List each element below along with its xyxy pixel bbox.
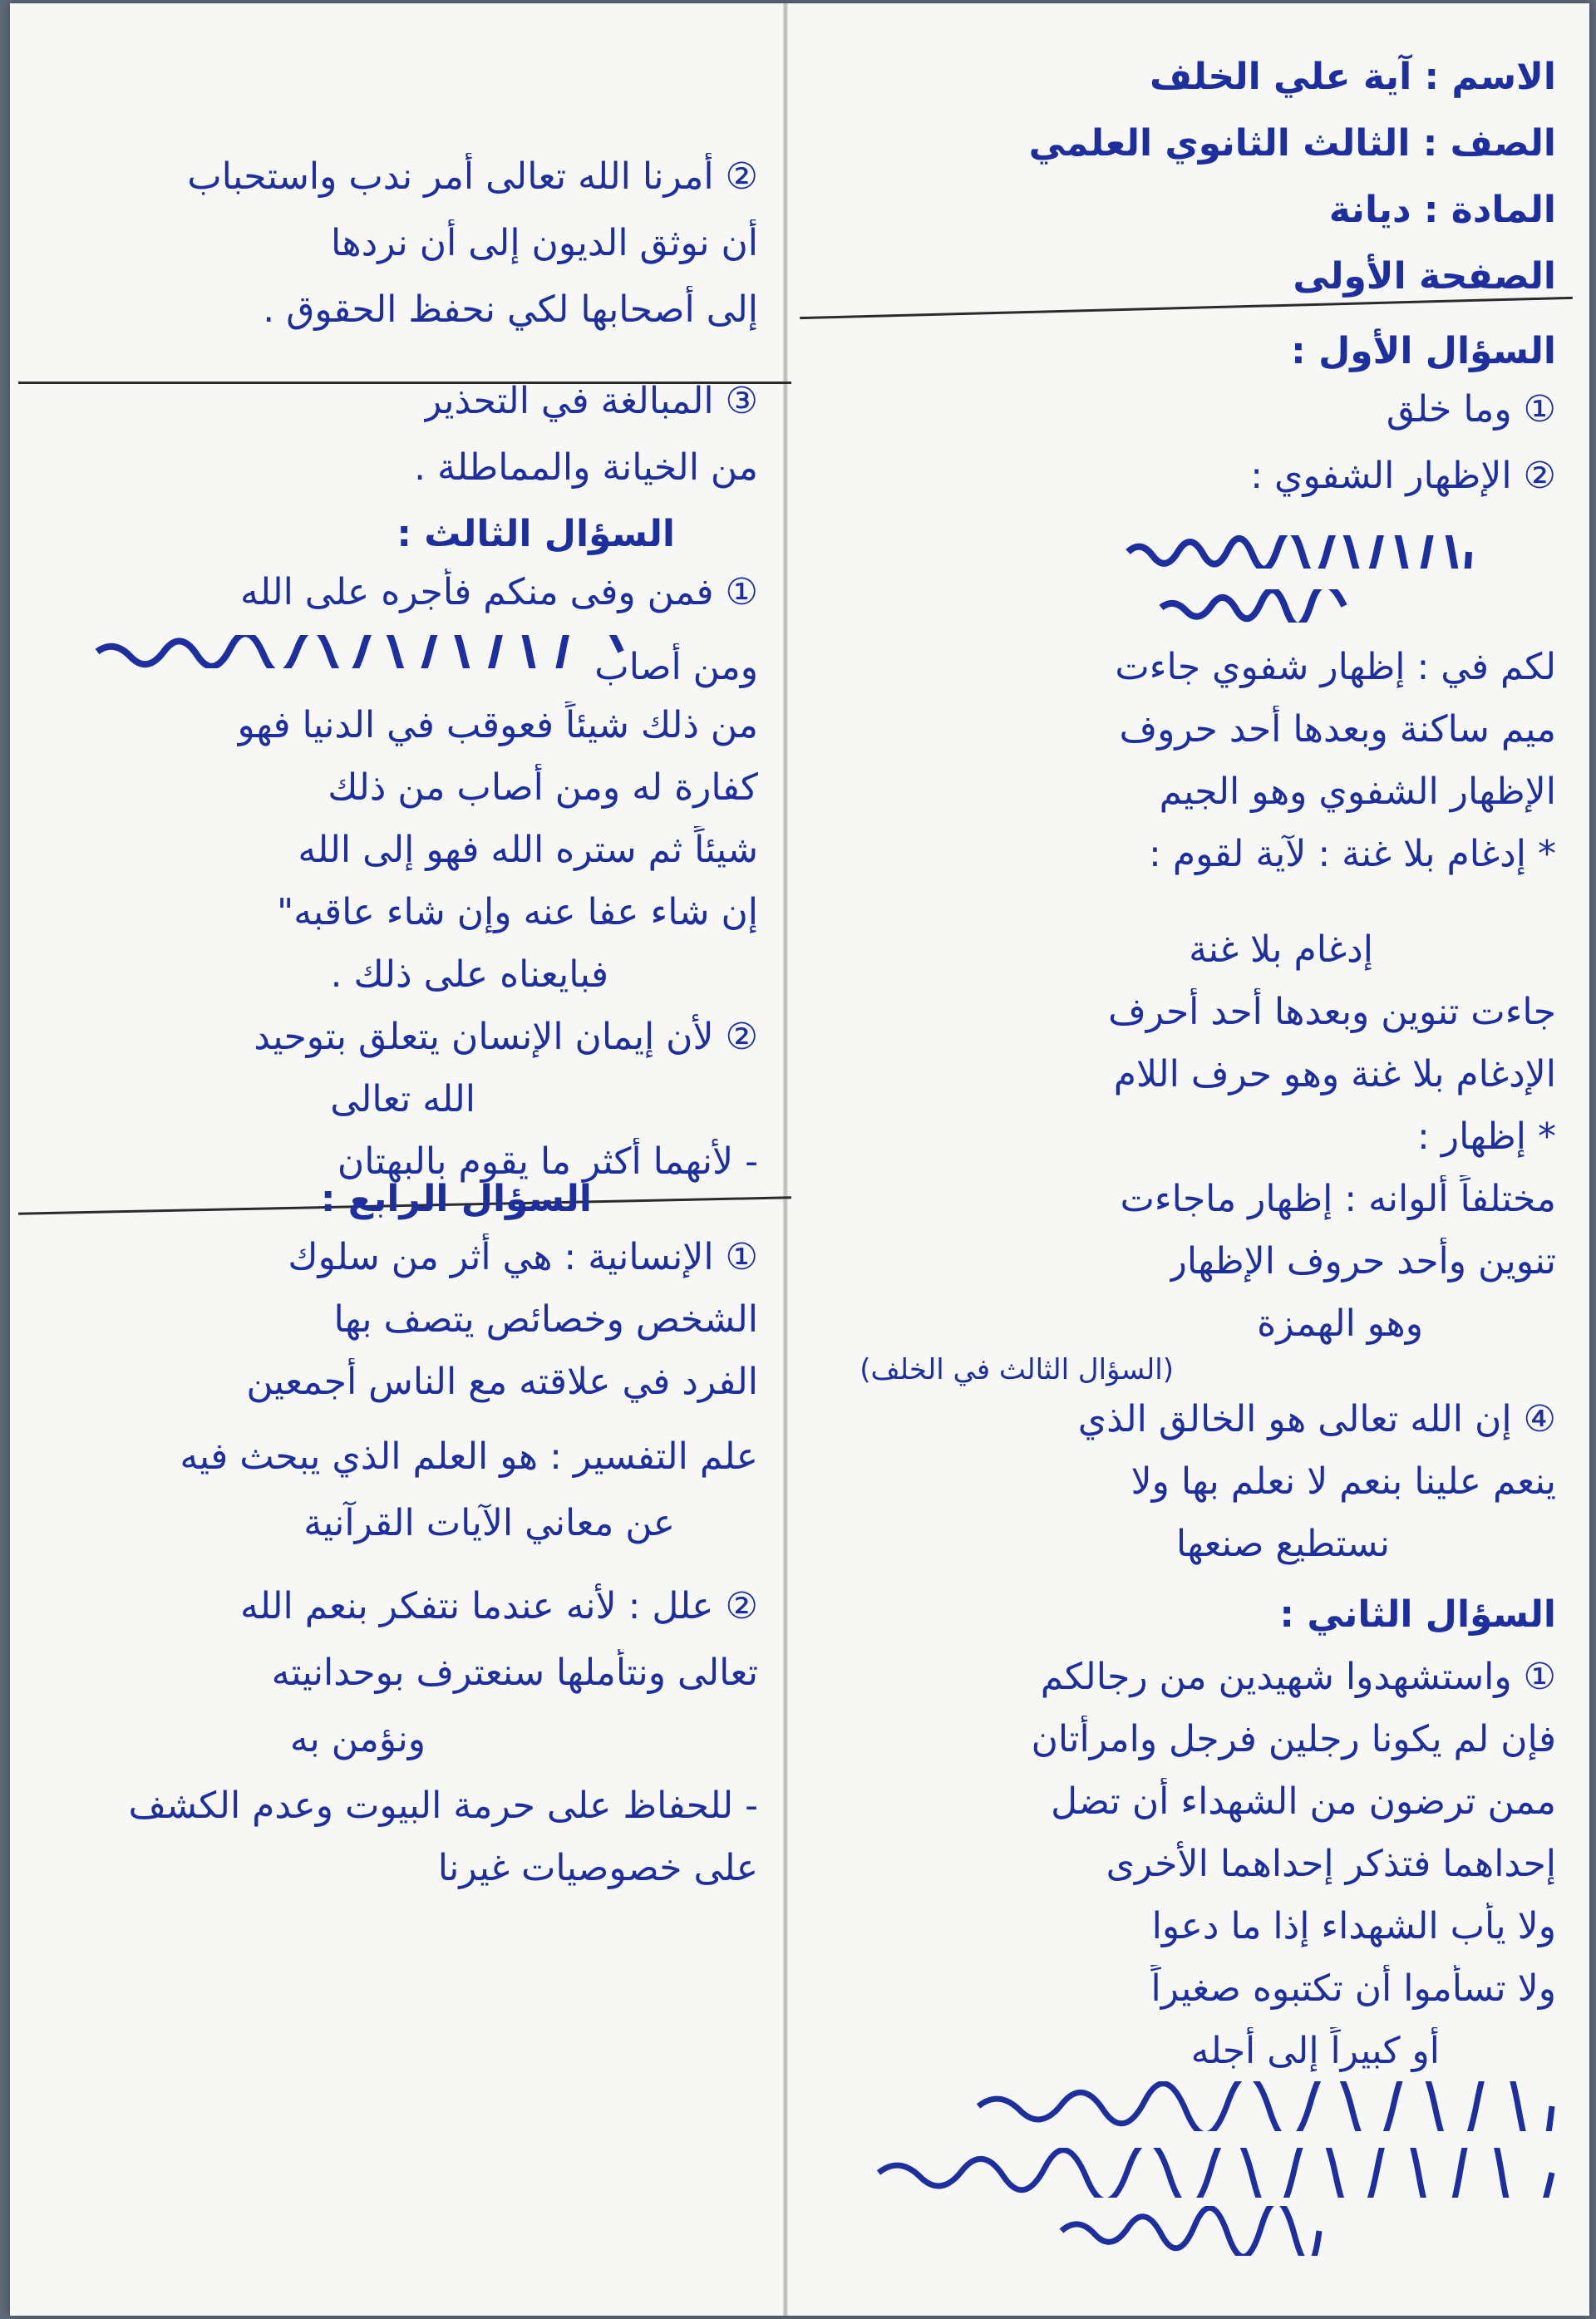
answer-line: تنوين وأحد حروف الإظهار xyxy=(1169,1240,1556,1283)
answer-line: على خصوصيات غيرنا xyxy=(437,1847,758,1889)
verse-line: ممن ترضون من الشهداء أن تضل xyxy=(1051,1780,1556,1823)
note-see-back: (السؤال الثالث في الخلف) xyxy=(860,1353,1174,1386)
verse-line: فإن لم يكونا رجلين فرجل وامرأتان xyxy=(1031,1718,1556,1760)
question-1-heading: السؤال الأول : xyxy=(1291,330,1556,372)
crossed-out-scribble xyxy=(974,2081,1556,2131)
page-fold xyxy=(783,3,788,2316)
answer-line: إلى أصحابها لكي نحفظ الحقوق . xyxy=(263,288,758,331)
hadith-line: من ذلك شيئاً فعوقب في الدنيا فهو xyxy=(237,704,758,746)
student-class: الصف : الثالث الثانوي العلمي xyxy=(1028,122,1556,165)
answer-line: الله تعالى xyxy=(330,1078,475,1120)
answer-line: ② أمرنا الله تعالى أمر ندب واستحباب xyxy=(187,155,758,198)
answer-line: ونؤمن به xyxy=(289,1718,426,1760)
answer-line: تعالى ونتأملها سنعترف بوحدانيته xyxy=(271,1652,758,1694)
answer-line: ② الإظهار الشفوي : xyxy=(1250,455,1556,497)
hadith-line: فبايعناه على ذلك . xyxy=(330,953,608,996)
answer-line: لكم في : إظهار شفوي جاءت xyxy=(1115,646,1556,688)
crossed-out-scribble xyxy=(1124,535,1473,569)
crossed-out-scribble xyxy=(1157,589,1348,623)
page-label: الصفحة الأولى xyxy=(1293,255,1556,298)
answer-line: جاءت تنوين وبعدها أحد أحرف xyxy=(1108,991,1556,1033)
question-4-heading: السؤال الرابع : xyxy=(320,1178,592,1220)
answer-line: الإظهار الشفوي وهو الجيم xyxy=(1159,771,1556,813)
answer-line: ميم ساكنة وبعدها أحد حروف xyxy=(1119,708,1556,751)
hadith-line: ① فمن وفى منكم فأجره على الله xyxy=(240,571,758,613)
answer-line: أن نوثق الديون إلى أن نردها xyxy=(331,222,758,264)
right-column xyxy=(800,3,1573,2316)
answer-line: * إدغام بلا غنة : لآية لقوم : xyxy=(1149,833,1556,875)
hadith-line: إن شاء عفا عنه وإن شاء عاقبه" xyxy=(276,891,758,933)
verse-line: ① واستشهدوا شهيدين من رجالكم xyxy=(1040,1656,1556,1698)
hadith-line: شيئاً ثم ستره الله فهو إلى الله xyxy=(298,829,758,871)
answer-line: ④ إن الله تعالى هو الخالق الذي xyxy=(1077,1398,1556,1440)
answer-line: الإدغام بلا غنة وهو حرف اللام xyxy=(1113,1053,1556,1095)
answer-line: ① وما خلق xyxy=(1386,388,1556,431)
crossed-out-scribble xyxy=(93,635,625,668)
answer-line: ينعم علينا بنعم لا نعلم بها ولا xyxy=(1130,1460,1556,1503)
question-3-heading: السؤال الثالث : xyxy=(397,513,675,555)
crossed-out-scribble xyxy=(874,2148,1556,2198)
answer-line: علم التفسير : هو العلم الذي يبحث فيه xyxy=(180,1435,758,1478)
verse-line: إحداهما فتذكر إحداهما الأخرى xyxy=(1106,1843,1556,1885)
answer-line: الفرد في علاقته مع الناس أجمعين xyxy=(246,1361,758,1403)
answer-line: ③ المبالغة في التحذير xyxy=(423,380,758,422)
answer-line: ① الإنسانية : هي أثر من سلوك xyxy=(288,1236,758,1278)
answer-line: * إظهار : xyxy=(1417,1115,1556,1158)
answer-line: ② لأن إيمان الإنسان يتعلق بتوحيد xyxy=(254,1016,758,1058)
answer-line: ② علل : لأنه عندما نتفكر بنعم الله xyxy=(239,1585,758,1627)
answer-line: الشخص وخصائص يتصف بها xyxy=(333,1298,758,1341)
subject: المادة : ديانة xyxy=(1328,189,1556,231)
exam-answer-sheet xyxy=(10,3,1589,2316)
verse-line: ولا يأب الشهداء إذا ما دعوا xyxy=(1151,1905,1556,1947)
hadith-line: كفارة له ومن أصاب من ذلك xyxy=(328,766,758,809)
crossed-out-scribble xyxy=(1057,2206,1323,2256)
answer-line: وهو الهمزة xyxy=(1257,1302,1423,1345)
answer-line: مختلفاً ألوانه : إظهار ماجاءت xyxy=(1120,1178,1556,1220)
answer-line: نستطيع صنعها xyxy=(1175,1523,1390,1565)
header-divider xyxy=(800,297,1573,319)
hadith-line: ومن أصاب xyxy=(594,646,758,688)
answer-line: عن معاني الآيات القرآنية xyxy=(303,1502,675,1544)
answer-line: - لأنهما أكثر ما يقوم بالبهتان xyxy=(337,1140,758,1183)
student-name: الاسم : آية علي الخلف xyxy=(1150,56,1556,98)
question-2-heading: السؤال الثاني : xyxy=(1279,1593,1556,1636)
verse-line: ولا تسأموا أن تكتبوه صغيراً xyxy=(1150,1967,1556,2010)
answer-line: إدغام بلا غنة xyxy=(1189,928,1373,971)
verse-line: أو كبيراً إلى أجله xyxy=(1190,2030,1440,2072)
left-column xyxy=(43,3,775,2316)
answer-line: - للحفاظ على حرمة البيوت وعدم الكشف xyxy=(128,1785,758,1827)
answer-line: من الخيانة والمماطلة . xyxy=(414,446,758,489)
